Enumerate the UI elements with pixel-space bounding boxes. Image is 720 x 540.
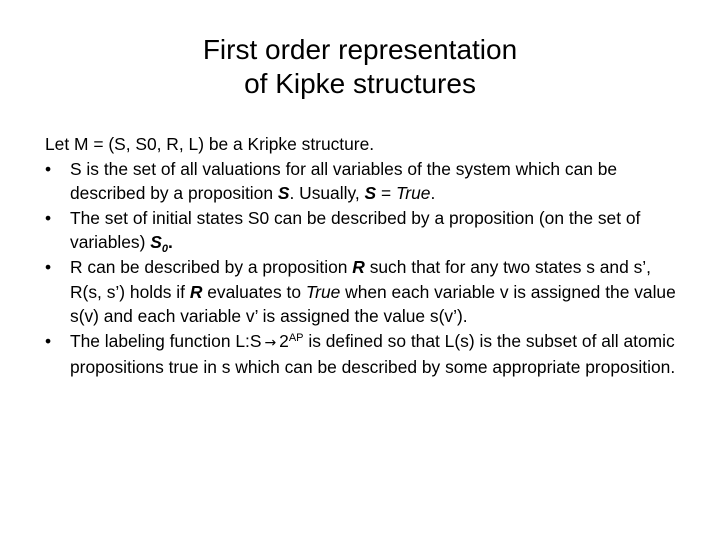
proposition-r: R <box>352 256 365 277</box>
text-segment: S is the set of all valuations for all variables of the system which can be described by a proposition <box>70 158 618 204</box>
text-segment: when each variable v is assigned the value s(v) and each variable v’ is assigned the value s(v’). <box>70 281 676 327</box>
title-line-2: of Kipke structures <box>244 68 476 99</box>
proposition-s0-subscript: 0 <box>161 243 168 256</box>
bullet-list <box>45 157 685 380</box>
bullet-icon: • <box>45 207 52 228</box>
true-keyword: True <box>395 183 431 204</box>
text-segment: The labeling function L:S <box>70 330 262 351</box>
text-segment: such that for any two states s and s’, R(s, s’) holds if <box>70 256 651 302</box>
proposition-s: S <box>277 183 290 204</box>
text-segment: = <box>376 183 396 204</box>
text-segment: evaluates to <box>202 281 306 302</box>
right-arrow-icon: → <box>264 334 277 351</box>
bullet-item-initial-states <box>45 206 685 255</box>
proposition-s: S <box>364 183 377 204</box>
proposition-s0: S <box>150 232 162 253</box>
text-segment: 2 <box>279 330 289 351</box>
title-line-1: First order representation <box>202 34 518 65</box>
bullet-icon: • <box>45 256 52 277</box>
text-segment: R can be described by a proposition <box>70 256 353 277</box>
true-keyword: True <box>305 281 341 302</box>
bullet-icon: • <box>45 330 52 351</box>
text-segment: is defined so that L(s) is the subset of all atomic propositions true in s which can be described by some appropriate proposition. <box>70 330 676 378</box>
bullet-icon: • <box>45 158 52 179</box>
proposition-r: R <box>189 281 203 302</box>
text-segment: . <box>430 183 436 204</box>
intro-line: Let M = (S, S0, R, L) be a Kripke structure. <box>45 134 375 154</box>
text-segment: The set of initial states S0 can be described by a proposition (on the set of variables) <box>70 207 641 253</box>
text-segment: . <box>167 232 173 253</box>
text-segment: . Usually, <box>289 183 365 204</box>
bullet-item-relation <box>45 255 685 329</box>
slide-body <box>45 132 685 380</box>
slide-title <box>60 33 660 101</box>
bullet-item-states <box>45 157 685 206</box>
bullet-item-labeling <box>45 329 685 380</box>
ap-superscript: AP <box>288 331 304 344</box>
